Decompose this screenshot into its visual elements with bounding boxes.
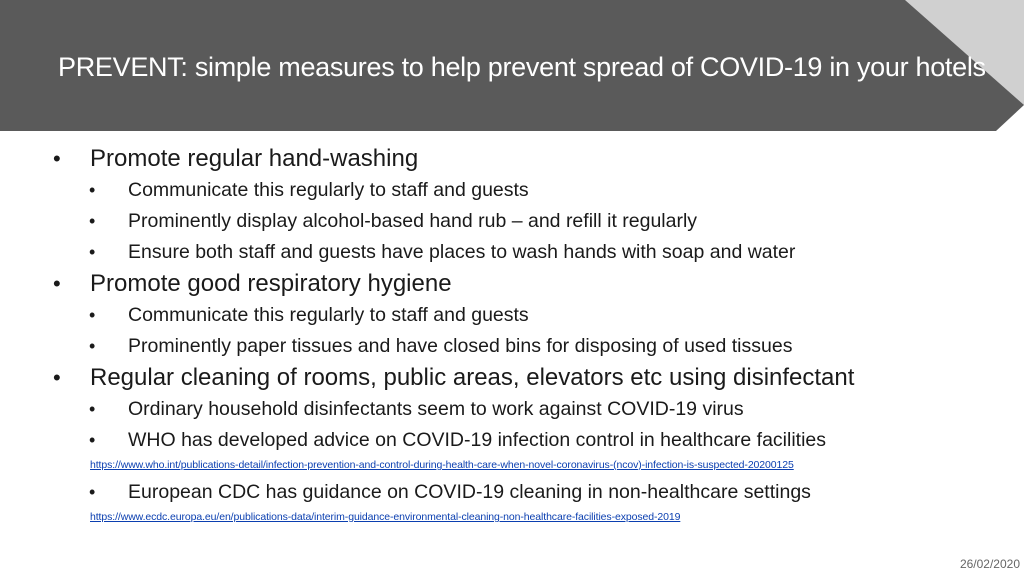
sub-bullet-label: European CDC has guidance on COVID-19 cleaning in non-healthcare settings: [128, 481, 811, 503]
bullet-marker: •: [89, 399, 96, 419]
ecdc-guidance-link[interactable]: https://www.ecdc.europa.eu/en/publications-data/interim-guidance-environmental-cleaning-non-healthcare-facilities-exposed-2019: [90, 511, 681, 523]
bullet-marker: •: [89, 305, 96, 325]
bullet-marker: •: [89, 482, 96, 502]
sub-bullet-label: Communicate this regularly to staff and guests: [128, 179, 529, 201]
slide-title: PREVENT: simple measures to help prevent spread of COVID-19 in your hotels: [58, 52, 986, 82]
sub-bullet-label: Prominently paper tissues and have closed bins for disposing of used tissues: [128, 335, 793, 357]
bullet-marker: •: [89, 242, 96, 262]
sub-bullet: [0, 206, 1024, 237]
slide-date: 26/02/2020: [959, 557, 1020, 571]
sub-bullet: [0, 425, 1024, 456]
bullet-hand-washing: [0, 143, 1024, 175]
bullet-marker: •: [53, 271, 61, 296]
sub-bullet: [0, 300, 1024, 331]
sub-bullet: [0, 394, 1024, 425]
slide-body: [0, 143, 1024, 526]
sub-bullet: [0, 477, 1024, 508]
bullet-label: Promote good respiratory hygiene: [90, 270, 452, 297]
sub-bullet-label: Communicate this regularly to staff and guests: [128, 304, 529, 326]
bullet-marker: •: [89, 211, 96, 231]
sub-bullet-label: Ordinary household disinfectants seem to work against COVID-19 virus: [128, 398, 744, 420]
who-guidance-link[interactable]: https://www.who.int/publications-detail/infection-prevention-and-control-during-health-care-when-novel-coronavirus-(ncov)-infection-is-suspected-20200125: [90, 459, 794, 471]
bullet-regular-cleaning: [0, 362, 1024, 394]
bullet-label: Promote regular hand-washing: [90, 145, 419, 172]
bullet-marker: •: [53, 146, 61, 171]
sub-bullet: [0, 237, 1024, 268]
bullet-marker: •: [53, 365, 61, 390]
bullet-respiratory-hygiene: [0, 268, 1024, 300]
sub-bullet: [0, 331, 1024, 362]
bullet-marker: •: [89, 430, 96, 450]
sub-bullet-label: WHO has developed advice on COVID-19 infection control in healthcare facilities: [128, 429, 827, 451]
sub-bullet-label: Prominently display alcohol-based hand rub – and refill it regularly: [128, 210, 698, 232]
sub-bullet-label: Ensure both staff and guests have places to wash hands with soap and water: [128, 241, 796, 263]
bullet-marker: •: [89, 180, 96, 200]
bullet-label: Regular cleaning of rooms, public areas, elevators etc using disinfectant: [90, 364, 855, 391]
bullet-marker: •: [89, 336, 96, 356]
sub-bullet: [0, 175, 1024, 206]
title-bar: [0, 0, 1024, 131]
